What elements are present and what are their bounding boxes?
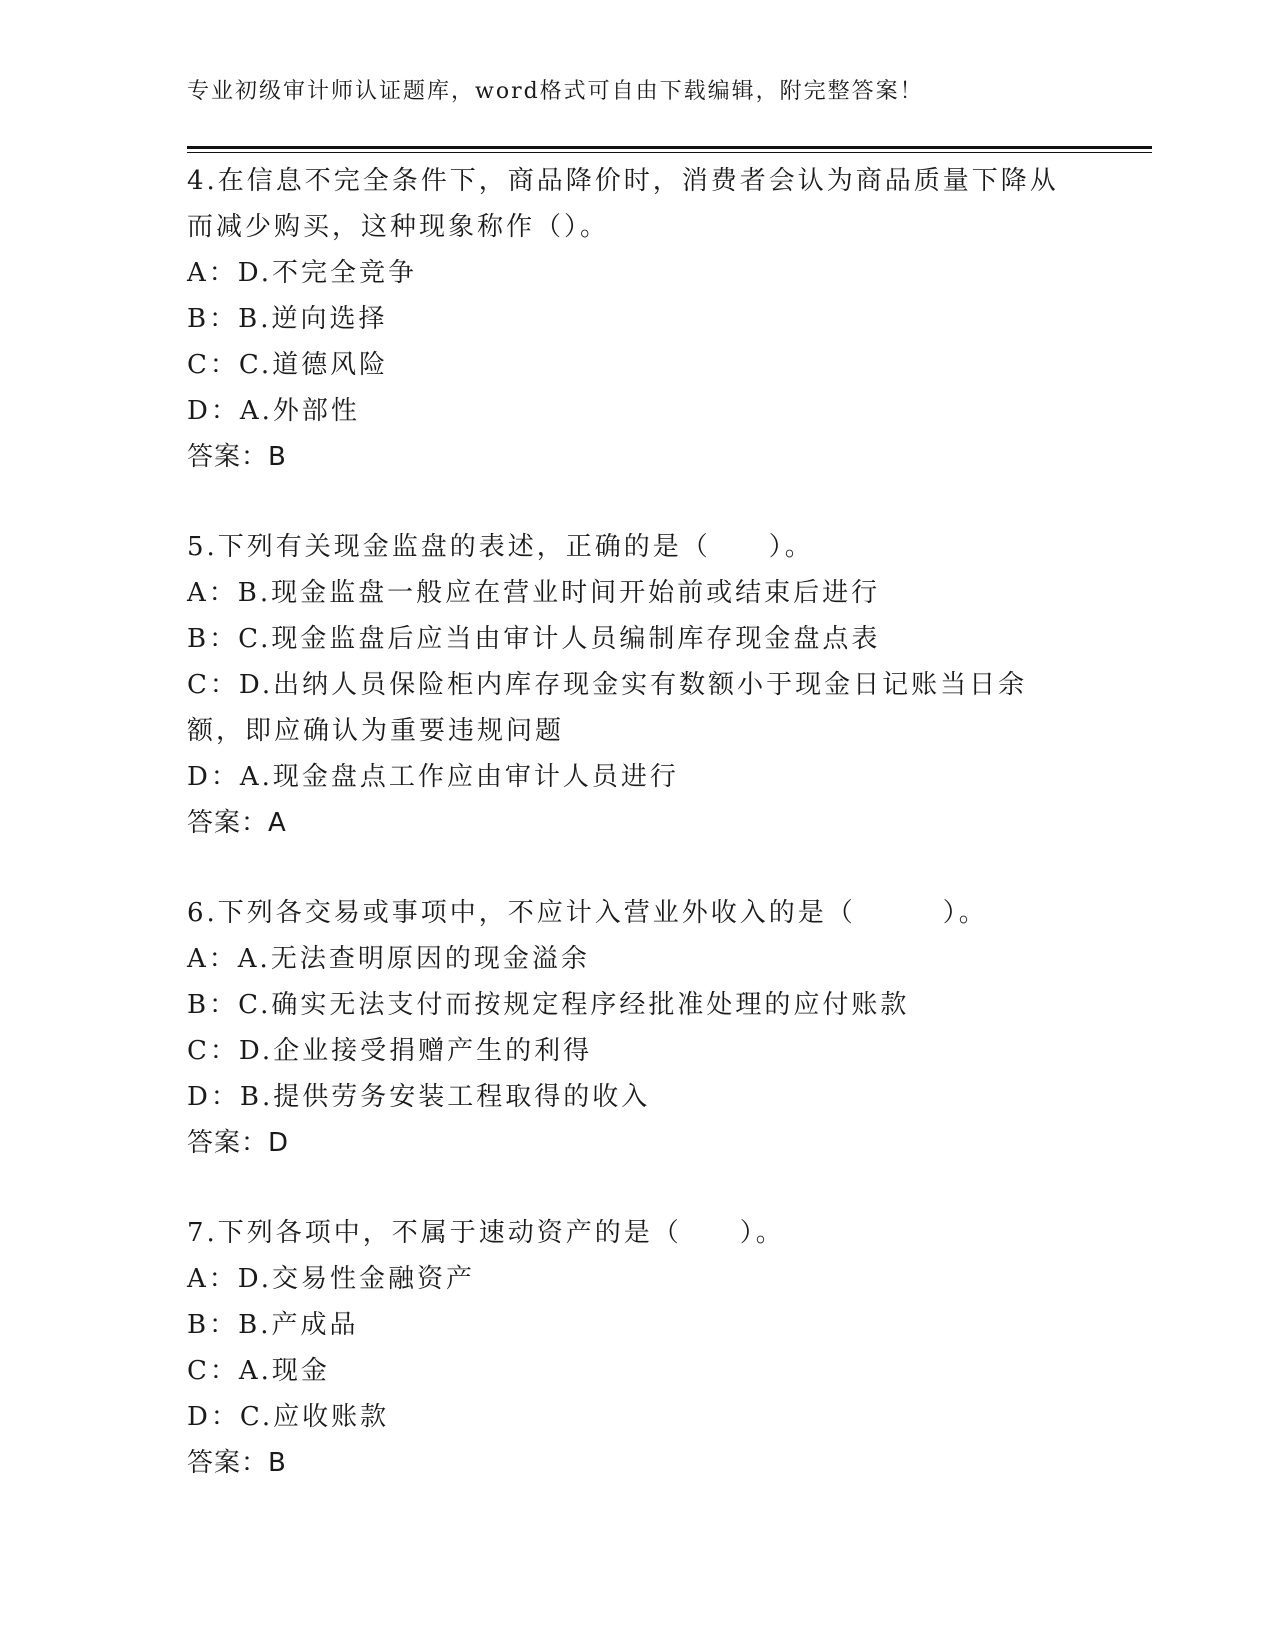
page-header: 专业初级审计师认证题库，word格式可自由下载编辑，附完整答案！ — [187, 79, 924, 104]
question-5 — [187, 524, 1087, 846]
option-a: A：A.无法查明原因的现金溢余 — [187, 944, 590, 974]
header-rule-thin — [187, 152, 1152, 153]
question-text: 4.在信息不完全条件下，商品降价时，消费者会认为商品质量下降从而减少购买，这种现象称作（）。 — [187, 166, 1059, 242]
option-d: D：B.提供劳务安装工程取得的收入 — [187, 1082, 651, 1112]
option-d: D：C.应收账款 — [187, 1402, 390, 1432]
option-c: C：A.现金 — [187, 1356, 330, 1386]
answer: 答案：D — [187, 1128, 290, 1158]
option-a: A：B.现金监盘一般应在营业时间开始前或结束后进行 — [187, 578, 881, 608]
question-7 — [187, 1210, 1087, 1486]
question-6 — [187, 890, 1087, 1166]
option-c: C：D.企业接受捐赠产生的利得 — [187, 1036, 593, 1066]
option-c: C：D.出纳人员保险柜内库存现金实有数额小于现金日记账当日余额，即应确认为重要违规问题 — [187, 670, 1028, 746]
option-d: D：A.外部性 — [187, 396, 360, 426]
option-a: A：D.交易性金融资产 — [187, 1264, 475, 1294]
answer: 答案：B — [187, 442, 287, 472]
option-a: A：D.不完全竞争 — [187, 258, 417, 288]
header-rule-thick — [187, 146, 1152, 149]
question-4 — [187, 158, 1087, 480]
option-b: B：C.现金监盘后应当由审计人员编制库存现金盘点表 — [187, 624, 881, 654]
option-d: D：A.现金盘点工作应由审计人员进行 — [187, 762, 679, 792]
option-c: C：C.道德风险 — [187, 350, 389, 380]
option-b: B：B.逆向选择 — [187, 304, 388, 334]
answer: 答案：B — [187, 1448, 287, 1478]
option-b: B：B.产成品 — [187, 1310, 359, 1340]
question-text: 7.下列各项中，不属于速动资产的是（ ）。 — [187, 1218, 785, 1248]
answer: 答案：A — [187, 808, 287, 838]
question-list — [187, 158, 1087, 1530]
question-text: 5.下列有关现金监盘的表述，正确的是（ ）。 — [187, 532, 814, 562]
option-b: B：C.确实无法支付而按规定程序经批准处理的应付账款 — [187, 990, 910, 1020]
question-text: 6.下列各交易或事项中，不应计入营业外收入的是（ ）。 — [187, 898, 988, 928]
